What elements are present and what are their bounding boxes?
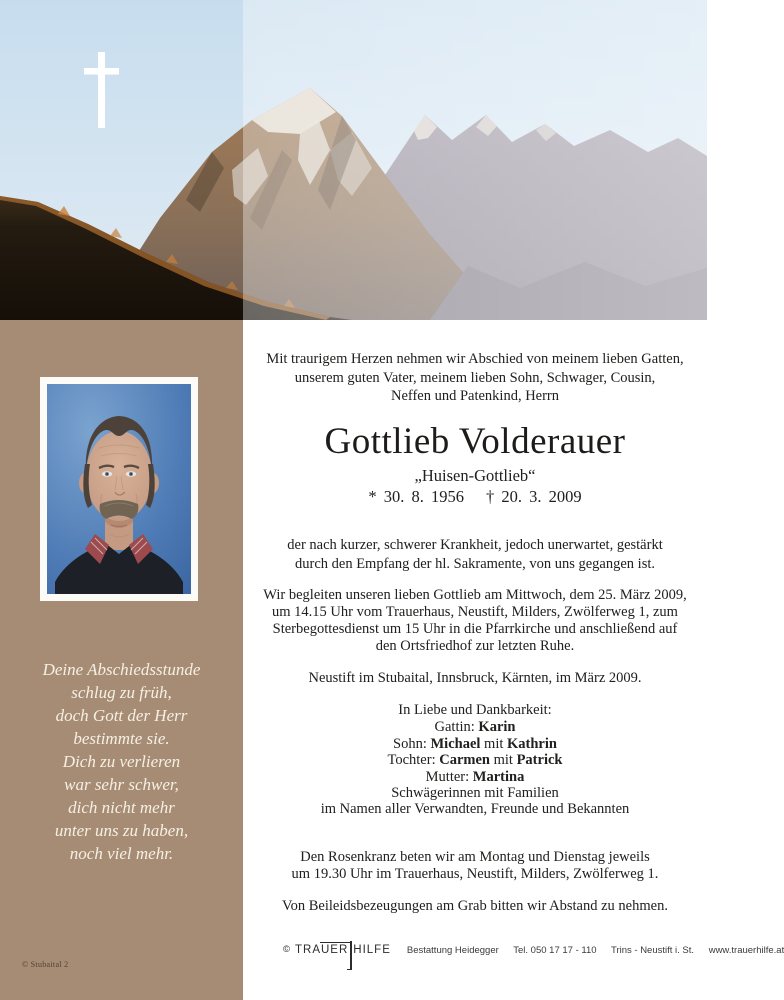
- footer: [243, 943, 784, 956]
- nickname: „Huisen-Gottlieb“: [414, 465, 536, 485]
- condolence-line: Von Beileidsbezeugungen am Grab bitten wir Abstand zu nehmen.: [282, 897, 668, 914]
- poem-line: bestimmte sie.: [73, 729, 170, 748]
- trauerhilfe-logo: [283, 943, 391, 956]
- poem-line: Dich zu verlieren: [62, 752, 181, 771]
- obituary-content: [243, 320, 784, 1000]
- sidebar: [0, 320, 243, 1000]
- rosary-paragraph: [243, 849, 707, 884]
- photo-credit: © Stubaital 2: [22, 960, 69, 969]
- footer-segment: Bestattung Heidegger: [406, 944, 499, 956]
- family-row: [243, 736, 707, 752]
- family-row: [243, 719, 707, 735]
- logo-divider-line: [348, 943, 353, 953]
- footer-info: [407, 943, 784, 956]
- family-list: [243, 719, 707, 817]
- family-relation: Mutter:: [425, 768, 473, 785]
- family-connector: mit: [480, 735, 508, 752]
- intro-line: Mit traurigem Herzen nehmen wir Abschied von meinem lieben Gatten,: [266, 351, 684, 367]
- footer-segment: Tel. 050 17 17 - 110: [513, 944, 597, 956]
- footer-segment: www.trauerhilfe.at: [708, 944, 784, 956]
- funeral-line: den Ortsfriedhof zur letzten Ruhe.: [375, 638, 575, 655]
- rosary-line: Den Rosenkranz beten wir am Montag und Dienstag jeweils: [300, 848, 650, 865]
- family-name: Carmen: [439, 752, 490, 769]
- poem-line: doch Gott der Herr: [55, 706, 188, 725]
- copyright-symbol: ©: [283, 943, 291, 955]
- poem-line: schlug zu früh,: [71, 683, 172, 702]
- family-name: Martina: [472, 768, 525, 785]
- deceased-name: Gottlieb Volderauer: [324, 420, 626, 462]
- gratitude-line: In Liebe und Dankbarkeit:: [398, 702, 552, 719]
- logo-text: HILFE: [353, 943, 391, 956]
- passing-line: durch den Empfang der hl. Sakramente, von uns gegangen ist.: [295, 555, 655, 572]
- family-row: im Namen aller Verwandten, Freunde und Bekannten: [320, 801, 630, 818]
- rosary-line: um 19.30 Uhr im Trauerhaus, Neustift, Milders, Zwölferweg 1.: [291, 866, 659, 883]
- family-row: [243, 769, 707, 785]
- poem-line: dich nicht mehr: [68, 798, 175, 817]
- poem-line: Deine Abschiedsstunde: [42, 660, 201, 679]
- family-name: Kathrin: [507, 735, 557, 752]
- family-name: Patrick: [516, 752, 563, 769]
- footer-segment: Trins - Neustift i. St.: [611, 944, 695, 956]
- passing-line: der nach kurzer, schwerer Krankheit, jedoch unerwartet, gestärkt: [287, 536, 663, 553]
- intro-line: Neffen und Patenkind, Herrn: [390, 388, 560, 404]
- poem-line: war sehr schwer,: [64, 775, 179, 794]
- memorial-poem: [0, 658, 243, 865]
- family-name: Michael: [430, 735, 481, 752]
- life-dates: [243, 487, 707, 507]
- family-relation: Sohn:: [393, 735, 431, 752]
- death-date: † 20. 3. 2009: [486, 486, 582, 506]
- logo-text: TRA: [295, 943, 321, 956]
- family-name: Karin: [478, 719, 516, 736]
- birth-date: * 30. 8. 1956: [368, 486, 464, 506]
- poem-line: noch viel mehr.: [69, 844, 174, 863]
- intro-paragraph: [243, 350, 707, 406]
- portrait-photo: [40, 377, 198, 601]
- funeral-line: Sterbegottesdienst um 15 Uhr in die Pfarrkirche und anschließend auf: [272, 620, 678, 637]
- photo-haze-overlay: [243, 0, 707, 320]
- funeral-line: um 14.15 Uhr vom Trauerhaus, Neustift, Milders, Zwölferweg 1, zum: [272, 603, 678, 620]
- logo-overlined-text: UER: [321, 943, 349, 956]
- intro-line: unserem guten Vater, meinem lieben Sohn, Schwager, Cousin,: [294, 369, 656, 386]
- poem-line: unter uns zu haben,: [54, 821, 189, 840]
- family-relation: Gattin:: [434, 719, 479, 736]
- family-connector: mit: [489, 752, 517, 769]
- funeral-paragraph: [243, 587, 707, 656]
- family-relation: Tochter:: [387, 752, 440, 769]
- family-row: Schwägerinnen mit Familien: [391, 784, 559, 801]
- family-row: [243, 752, 707, 768]
- funeral-line: Wir begleiten unseren lieben Gottlieb am Mittwoch, dem 25. März 2009,: [263, 586, 687, 603]
- passing-paragraph: [243, 536, 707, 574]
- mountain-photo: [0, 0, 707, 320]
- portrait-graphic: [47, 384, 191, 594]
- place-date-line: Neustift im Stubaital, Innsbruck, Kärnten, im März 2009.: [308, 670, 642, 687]
